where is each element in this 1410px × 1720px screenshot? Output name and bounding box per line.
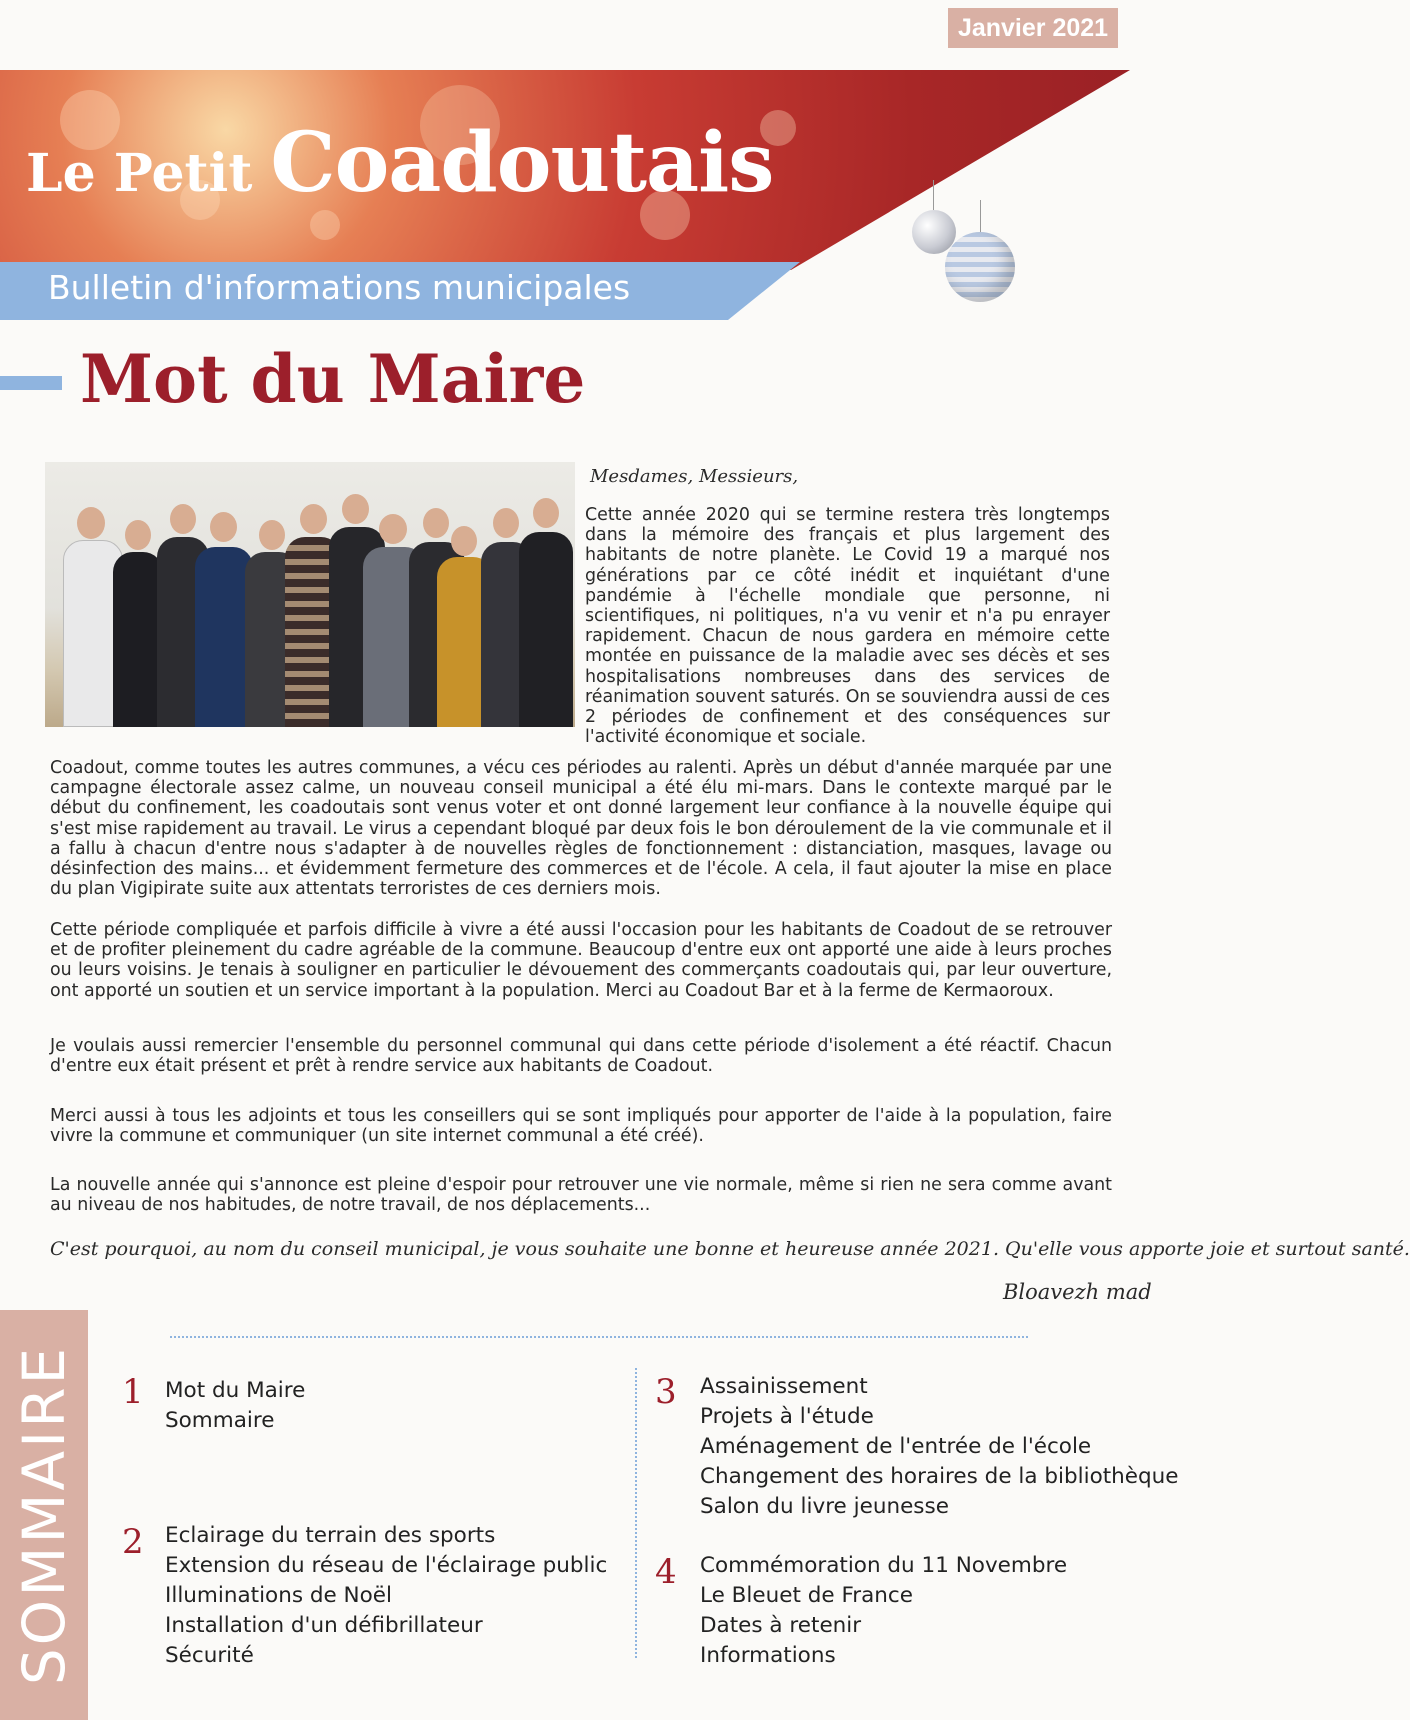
toc-item: Projets à l'étude (700, 1404, 874, 1429)
toc-item: Commémoration du 11 Novembre (700, 1553, 1068, 1578)
letter-paragraph: Cette année 2020 qui se termine restera très longtemps dans la mémoire des français et plus largement des habitants de notre planète. Le Covid 19 a marqué nos générations par ce côté inédit et inquiétant d'une pandémie à l'échelle mondiale que personne, ni scientifiques, ni politiques, n'a vu venir et n'a pu enrayer rapidement. Chacun de nous gardera en mémoire cette montée en puissance de la maladie avec ses décès et ses hospitalisations nombreuses dans des services de réanimation souvent saturés. On se souviendra aussi de ces 2 périodes de confinement et des conséquences sur l'activité économique et sociale. (585, 505, 1110, 748)
letter-paragraph: Coadout, comme toutes les autres communes, a vécu ces périodes au ralenti. Après un début d'année marquée par une campagne électorale assez calme, un nouveau conseil municipal a été élu mi-mars. Dans le contexte marqué par le début du confinement, les coadoutais sont venus voter et ont donné largement leur confiance à la nouvelle équipe qui s'est mise rapidement au travail. Le virus a cependant bloqué par deux fois le bon déroulement de la vie communale et il a fallu à chacun d'entre nous s'adapter à de nouvelles règles de fonctionnement : distanciation, masques, lavage ou désinfection des mains... et évidemment fermeture des commerces et de l'école. A cela, il faut ajouter la mise en place du plan Vigipirate suite aux attentats terroristes de ces derniers mois. (50, 758, 1112, 900)
sommaire-divider (170, 1336, 1028, 1338)
toc-item: Informations (700, 1643, 836, 1668)
toc-page-number: 2 (122, 1522, 144, 1562)
toc-item: Sommaire (165, 1408, 275, 1433)
christmas-ornament-icon (945, 232, 1015, 302)
toc-item: Sécurité (165, 1643, 254, 1668)
toc-item: Extension du réseau de l'éclairage public (165, 1553, 608, 1578)
toc-section (165, 1521, 607, 1671)
closing-wishes: C'est pourquoi, au nom du conseil municipal, je vous souhaite une bonne et heureuse année 2021. Qu'elle vous apporte joie et surtout santé. (50, 1238, 1410, 1260)
heading-accent-bar (0, 376, 62, 390)
newsletter-title (26, 115, 773, 211)
sommaire-column-divider (635, 1368, 637, 1658)
signature: Bloavezh mad (1003, 1280, 1152, 1304)
toc-page-number: 3 (655, 1372, 677, 1412)
toc-item: Assainissement (700, 1374, 868, 1399)
council-group-photo (45, 462, 575, 727)
title-big: Coadoutais (270, 115, 774, 211)
toc-section (165, 1376, 305, 1436)
newsletter-subtitle: Bulletin d'informations municipales (48, 268, 631, 307)
toc-page-number: 1 (122, 1372, 144, 1412)
toc-item: Aménagement de l'entrée de l'école (700, 1434, 1092, 1459)
letter-paragraph: Merci aussi à tous les adjoints et tous les conseillers qui se sont impliqués pour apporter de l'aide à la population, faire vivre la commune et communiquer (un site internet communal a été créé). (50, 1106, 1112, 1147)
toc-page-number: 4 (655, 1552, 677, 1592)
section-title: Mot du Maire (80, 340, 586, 418)
toc-section (700, 1372, 1179, 1522)
toc-item: Dates à retenir (700, 1613, 862, 1638)
sommaire-label: SOMMAIRE (10, 1344, 78, 1686)
date-badge: Janvier 2021 (948, 8, 1118, 48)
toc-item: Le Bleuet de France (700, 1583, 913, 1608)
toc-section (700, 1551, 1067, 1671)
toc-item: Changement des horaires de la bibliothèque (700, 1464, 1179, 1489)
title-small: Le Petit (26, 143, 253, 204)
salutation: Mesdames, Messieurs, (590, 466, 799, 487)
toc-item: Mot du Maire (165, 1378, 306, 1403)
toc-item: Eclairage du terrain des sports (165, 1523, 496, 1548)
toc-item: Salon du livre jeunesse (700, 1494, 949, 1519)
toc-item: Installation d'un défibrillateur (165, 1613, 483, 1638)
ornament-string (933, 180, 934, 210)
toc-item: Illuminations de Noël (165, 1583, 392, 1608)
letter-paragraph: Cette période compliquée et parfois difficile à vivre a été aussi l'occasion pour les habitants de Coadout de se retrouver et de profiter pleinement du cadre agréable de la commune. Beaucoup d'entre eux ont apporté une aide à leurs proches ou leurs voisins. Je tenais à souligner en particulier le dévouement des commerçants coadoutais qui, par leur ouverture, ont apporté un soutien et un service important à la population. Merci au Coadout Bar et à la ferme de Kermaoroux. (50, 920, 1112, 1001)
ornament-string (980, 200, 981, 232)
letter-paragraph: La nouvelle année qui s'annonce est pleine d'espoir pour retrouver une vie normale, même si rien ne sera comme avant au niveau de nos habitudes, de notre travail, de nos déplacements... (50, 1175, 1112, 1216)
letter-paragraph: Je voulais aussi remercier l'ensemble du personnel communal qui dans cette période d'isolement a été réactif. Chacun d'entre eux était présent et prêt à rendre service aux habitants de Coadout. (50, 1036, 1112, 1077)
